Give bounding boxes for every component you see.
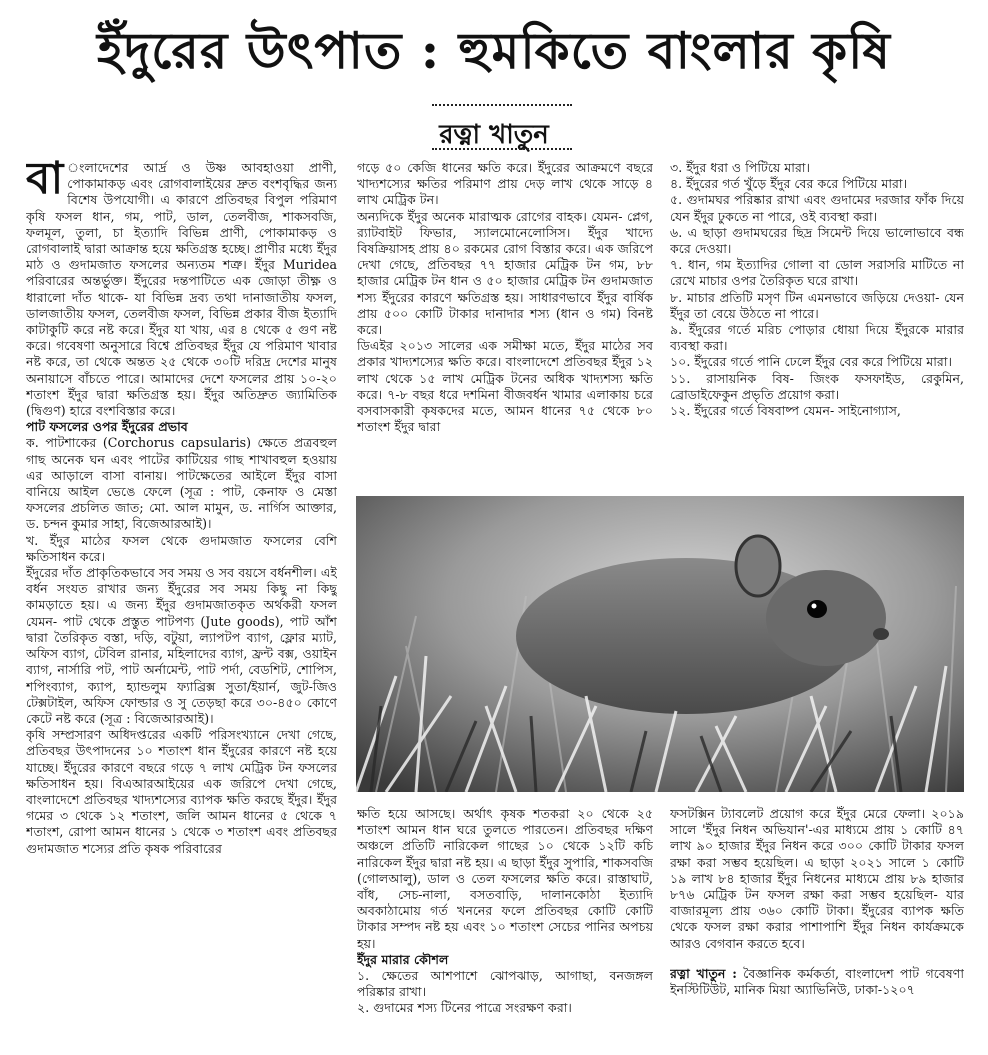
list-item: ৪. ইঁদুরের গর্ত খুঁড়ে ইঁদুর বের করে পিটিয়ে মারা। <box>670 176 908 192</box>
author-bio-text: বৈজ্ঞানিক কর্মকর্তা, বাংলাদেশ পাট গবেষণা ইনস্টিটিউট, মানিক মিয়া অ্যাভিনিউ, ঢাকা-১২০৭ <box>670 965 964 998</box>
list-item: ৯. ইঁদুরের গর্তে মরিচ পোড়ার ধোয়া দিয়ে ইঁদুরকে মারার ব্যবস্থা করা। <box>670 322 964 354</box>
paragraph: খ. ইঁদুর মাঠের ফসল থেকে গুদামজাত ফসলের বেশি ক্ষতিসাধন করে। <box>26 532 337 564</box>
list-item: ১. ক্ষেতের আশপাশে ঝোপঝাড়, আগাছা, বনজঙ্গল পরিষ্কার রাখা। <box>357 968 653 1000</box>
author-bio-name: রত্না খাতুন : <box>670 965 737 981</box>
drop-cap: বা <box>26 160 64 204</box>
column-middle-upper <box>357 160 653 492</box>
intro-text: ংলাদেশের আর্দ্র ও উষ্ণ আবহাওয়া প্রাণী, পোকামাকড় এবং রোগবালাইয়ের দ্রুত বংশবৃদ্ধির জন্য বিশেষ উপযোগী। এ কারণে প্রতিবছর বিপুল পরিমাণ কৃষি ফসল ধান, গম, পাট, ডাল, তেলবীজ, শাকসবজি, ফলমূল, তুলা, চা ইত্যাদি বিভিন্ন প্রাণী, পোকামাকড় ও রোগবালাই দ্বারা আক্রান্ত হয়ে ক্ষতিগ্রস্ত হচ্ছে। প্রাণীর মধ্যে ইঁদুর মাঠ ও গুদামজাত ফসলের অন্যতম শত্রু। ইঁদুর Muridea পরিবারের অন্তর্ভুক্ত। ইঁদুরের দন্তপাটিতে এক জোড়া তীক্ষ্ণ ও ধারালো দাঁত থাকে- যা বিভিন্ন দ্রব্য তথা দানাজাতীয় ফসল, ডালজাতীয় ফসল, তেলবীজ ফসল, বিভিন্ন প্রকার বীজ ইত্যাদি কাটাকুটি করে নষ্ট করে। ইঁদুর যা খায়, এর ৪ থেকে ৫ গুণ নষ্ট করে। গবেষণা অনুসারে বিশ্বে প্রতিবছর ইঁদুর যে পরিমাণ খাবার নষ্ট করে, তা থেকে অন্তত ২৫ থেকে ৩০টি দরিদ্র দেশের মানুষ অনায়াসে বাঁচতে পারে। আমাদের দেশে ফসলের প্রায় ১০-২০ শতাংশ ইঁদুর দ্বারা ক্ষতিগ্রস্ত হয়। ইঁদুর অতিদ্রুত জ্যামিতিক (দ্বিগুণ) হারে বংশবিস্তার করে। <box>26 160 337 419</box>
rat-photo <box>356 496 964 792</box>
list-item: ২. গুদামের শস্য টিনের পাত্রে সংরক্ষণ করা। <box>357 1000 572 1016</box>
intro-paragraph <box>26 160 337 419</box>
author-bio <box>670 966 964 998</box>
paragraph: ক. পাটশাকের (Corchorus capsularis) ক্ষেতে প্রত্রবহুল গাছ অনেক ঘন এবং পাটের কাটিয়ের গাছ শাখাবহুল হওয়ায় এর আড়ালে বাসা বানায়। পাটক্ষেতের আইলে ইঁদুর বাসা বানিয়ে আইল ভেঙে ফেলে (সূত্র : পাট, কেনাফ ও মেস্তা ফসলের প্রচলিত জাত; মো. আল মামুন, ড. নার্গিস আক্তার, ড. চন্দন কুমার সাহা, বিজেআরআই)। <box>26 435 337 532</box>
list-item: ১২. ইঁদুরের গর্তে বিষবাষ্প যেমন- সাইনোগ্যাস, <box>670 403 901 419</box>
article-author: রত্না খাতুন <box>439 120 549 150</box>
column-left <box>26 160 337 1050</box>
column-right-lower <box>670 806 964 1050</box>
article-title: ইঁদুরের উৎপাত : হুমকিতে বাংলার কৃষি <box>96 21 892 80</box>
paragraph: অন্যদিকে ইঁদুর অনেক মারাত্মক রোগের বাহক। যেমন- প্লেগ, র‌্যাটবাইট ফিভার, স্যালমোনেলোসিস। ইঁদুর খাদ্যে বিষক্রিয়াসহ প্রায় ৪০ রকমের রোগ বিস্তার করে। এক জরিপে দেখা গেছে, প্রতিবছর ৭৭ হাজার মেট্রিক টন গম, ৮৮ হাজার মেট্রিক টন ধান ও ৫০ হাজার মেট্রিক টন গুদামজাত শস্য ইঁদুরের কারণে ক্ষতিগ্রস্ত হয়। সাধারণভাবে ইঁদুর বার্ষিক প্রায় ৫০০ কোটি টাকার দানাদার শস্য (ধান ও গম) বিনষ্ট করে। <box>357 208 653 338</box>
subheading-rat-control: ইঁদুর মারার কৌশল <box>357 951 449 967</box>
list-item: ৬. এ ছাড়া গুদামঘরের ছিদ্র সিমেন্ট দিয়ে ভালোভাবে বন্ধ করে দেওয়া। <box>670 224 964 257</box>
list-item: ১১. রাসায়নিক বিষ- জিংক ফসফাইড, রেকুমিন, ব্রোডাইফেকুন প্রভৃতি প্রয়োগ করা। <box>670 370 964 402</box>
paragraph: ফসটক্সিন ট্যাবলেট প্রয়োগ করে ইঁদুর মেরে ফেলা। ২০১৯ সালে 'ইঁদুর নিধন অভিযান'-এর মাধ্যমে প্রায় ১ কোটি ৪৭ লাখ ৯০ হাজার ইঁদুর নিধন করে ৩০০ কোটি টাকার ফসল রক্ষা করা সম্ভব হয়েছিল। এ ছাড়া ২০২১ সালে ১ কোটি ১৯ লাখ ৮৪ হাজার ইঁদুর নিধনের মাধ্যমে প্রায় ৮৯ হাজার ৮৭৬ মেট্রিক টন ফসল রক্ষা করা সম্ভব হয়েছিল- যার বাজারমূল্য প্রায় ৩৬০ কোটি টাকা। ইঁদুরের ব্যাপক ক্ষতি থেকে ফসল রক্ষা করার পাশাপাশি ইঁদুর নিধন কার্যক্রমকে আরও বেগবান করতে হবে। <box>670 806 964 951</box>
paragraph: ডিএইর ২০১৩ সালের এক সমীক্ষা মতে, ইঁদুর মাঠের সব প্রকার খাদ্যশস্যের ক্ষতি করে। বাংলাদেশে প্রতিবছর ইঁদুর ১২ লাখ থেকে ১৫ লাখ মেট্রিক টনের অধিক খাদ্যশস্য ক্ষতি করে। ৭-৮ বছর ধরে দশমিনা বীজবর্ধন খামার এলাকায় চরে বসবাসকারী কৃষকদের মতে, আমন ধানের ৭৫ থেকে ৮০ শতাংশ ইঁদুর দ্বারা <box>357 338 653 435</box>
author-divider-top <box>432 104 572 106</box>
paragraph: ক্ষতি হয়ে আসছে। অর্থাৎ কৃষক শতকরা ২০ থেকে ২৫ শতাংশ আমন ধান ঘরে তুলতে পারতেন। প্রতিবছর দক্ষিণ অঞ্চলে প্রতিটি নারিকেল গাছের ১০ থেকে ১২টি কচি নারিকেল ইঁদুর দ্বারা নষ্ট হয়। এ ছাড়া ইঁদুর সুপারি, শাকসবজি (গোলআলু), ডাল ও তেল ফসলের ক্ষতি করে। রাস্তাঘাট, বাঁধ, সেচ-নালা, বসতবাড়ি, দালানকোঠা ইত্যাদি অবকাঠামোয় গর্ত খননের ফলে প্রতিবছর কোটি কোটি টাকার সম্পদ নষ্ট হয় এবং ১০ শতাংশ সেচের পানির অপচয় হয়। <box>357 806 653 951</box>
list-item: ১০. ইঁদুরের গর্তে পানি ঢেলে ইঁদুর বের করে পিটিয়ে মারা। <box>670 354 952 370</box>
list-item: ৩. ইঁদুর ধরা ও পিটিয়ে মারা। <box>670 160 811 175</box>
list-item: ৮. মাচার প্রতিটি মসৃণ টিন এমনভাবে জড়িয়ে দেওয়া- যেন ইঁদুর তা বেয়ে উঠতে না পারে। <box>670 289 964 321</box>
column-middle-lower <box>357 806 653 1050</box>
paragraph: গড়ে ৫০ কেজি ধানের ক্ষতি করে। ইঁদুরের আক্রমণে বছরে খাদ্যশস্যের ক্ষতির পরিমাণ প্রায় দেড় লাখ থেকে সাড়ে ৪ লাখ মেট্রিক টন। <box>357 160 653 208</box>
author-divider-bottom <box>432 148 572 150</box>
column-right-upper <box>670 160 964 492</box>
list-item: ৭. ধান, গম ইত্যাদির গোলা বা ডোল সরাসরি মাটিতে না রেখে মাচার ওপর তৈরিকৃত ঘরে রাখা। <box>670 257 964 289</box>
list-item: ৫. গুদামঘর পরিষ্কার রাখা এবং গুদামের দরজার ফাঁক দিয়ে যেন ইঁদুর ঢুকতে না পারে, ওই ব্যবস্থা করা। <box>670 192 964 224</box>
paragraph: কৃষি সম্প্রসারণ অধিদপ্তরের একটি পরিসংখ্যানে দেখা গেছে, প্রতিবছর উৎপাদনের ১০ শতাংশ ধান ইঁদুরের কারণে নষ্ট হয়ে যাচ্ছে। ইঁদুরের কারণে বছরে গড়ে ৭ লাখ মেট্রিক টন ফসলের ক্ষতিসাধন হয়। বিএআরআইয়ের এক জরিপে দেখা গেছে, বাংলাদেশে প্রতিবছর খাদ্যশস্যের ব্যাপক ক্ষতি করছে ইঁদুর। ইঁদুর গমের ৩ থেকে ১২ শতাংশ, জলি আমন ধানের ৫ থেকে ৭ শতাংশ, রোপা আমন ধানের ১ থেকে ৩ শতাংশ এবং প্রতিবছর গুদামজাত শস্যের প্রতি কৃষক পরিবারের <box>26 727 337 856</box>
paragraph: ইঁদুরের দাঁত প্রাকৃতিকভাবে সব সময় ও সব বয়সে বর্ধনশীল। এই বর্ধন সংযত রাখার জন্য ইঁদুরের সব সময় কিছু না কিছু কামড়াতে হয়। এ জন্য ইঁদুর গুদামজাতকৃত অর্থকরী ফসল যেমন- পাট থেকে প্রস্তুত পাটপণ্য (Jute goods), পাট আঁশ দ্বারা তৈরিকৃত বস্তা, দড়ি, বটুয়া, ল্যাপটপ ব্যাগ, ফ্লোর ম্যাট, অফিস ব্যাগ, টেবিল রানার, মহিলাদের ব্যাগ, ফ্রন্ট বক্স, ওয়াইন ব্যাগ, নার্সারি পট, পাট অর্নামেন্ট, পাট পর্দা, বেডশিট, শোপিস, শপিংব্যাগ, ক্যাপ, হ্যান্ডলুম ফ্যাব্রিক্স সুতা/ইয়ার্ন, জুট-জিও টেক্সটাইল, অফিস ফোল্ডার ও সু তেড়ছা করে ৩০-৪৫০ কোণে কেটে নষ্ট করে (সূত্র : বিজেআরআই)। <box>26 565 337 726</box>
subheading-jute-impact: পাট ফসলের ওপর ইঁদুরের প্রভাব <box>26 419 188 435</box>
